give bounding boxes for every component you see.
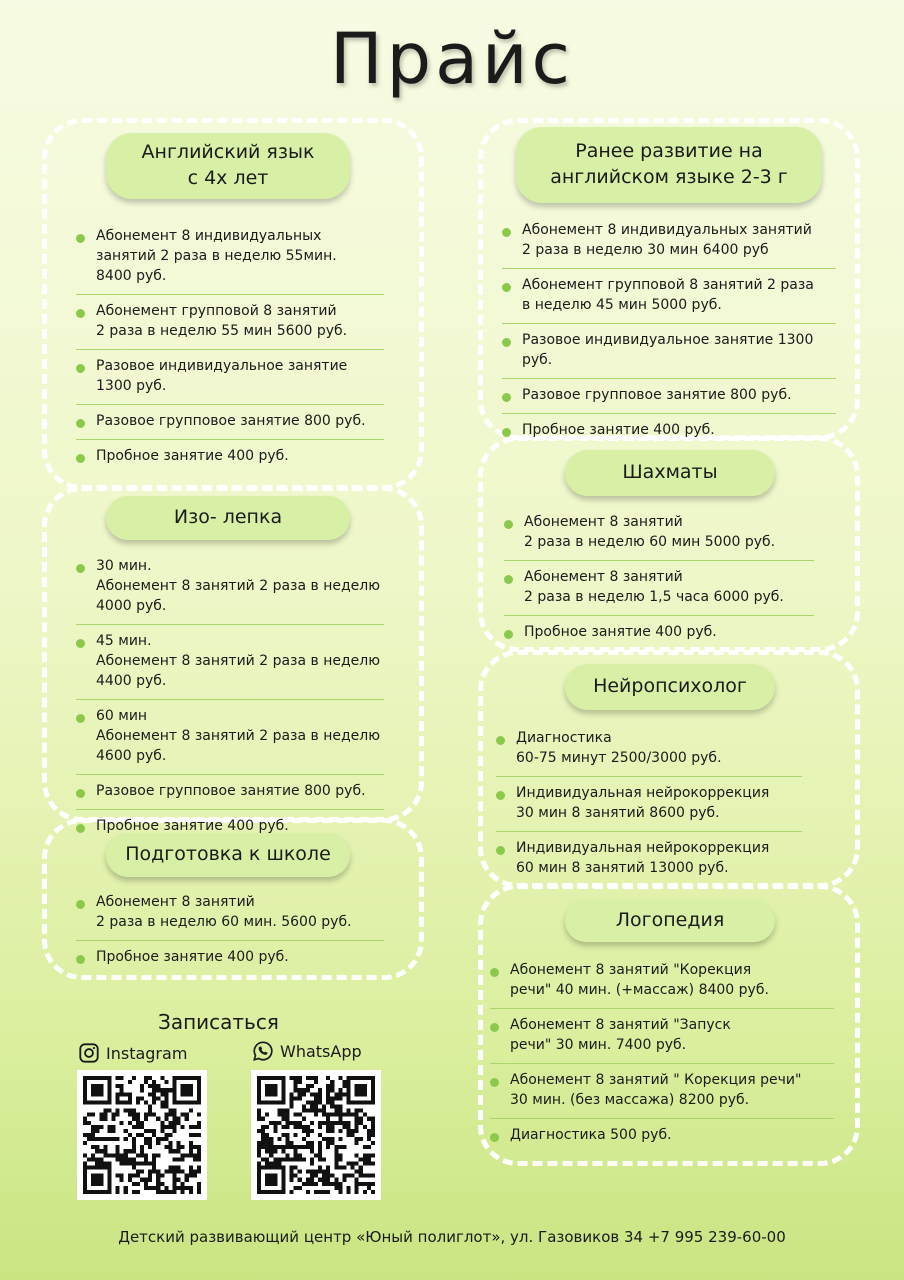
- bullet-icon: [490, 1078, 499, 1087]
- list-item: Абонемент 8 занятий 2 раза в неделю 60 мин 5000 руб.: [504, 506, 814, 561]
- page-title: Прайс: [330, 18, 574, 100]
- heading-early: [516, 127, 822, 203]
- list-english: [76, 220, 384, 474]
- bullet-icon: [490, 968, 499, 977]
- qr-code-image: [257, 1076, 375, 1194]
- bullet-icon: [76, 564, 85, 573]
- heading-early-text: Ранее развитие на английском языке 2-3 г: [550, 140, 788, 188]
- qr-code-image: [83, 1076, 201, 1194]
- bullet-icon: [504, 575, 513, 584]
- instagram-icon: [78, 1042, 100, 1064]
- list-item: 30 мин. Абонемент 8 занятий 2 раза в неделю 4000 руб.: [76, 550, 384, 625]
- bullet-icon: [502, 228, 511, 237]
- list-item: Разовое индивидуальное занятие 1300 руб.: [76, 350, 384, 405]
- heading-logo: [565, 900, 775, 942]
- instagram-label: Instagram: [106, 1043, 188, 1063]
- heading-logo-text: Логопедия: [615, 909, 725, 932]
- list-item: Пробное занятие 400 руб.: [76, 810, 384, 844]
- bullet-icon: [490, 1133, 499, 1142]
- list-item: Абонемент 8 занятий 2 раза в неделю 1,5 часа 6000 руб.: [504, 561, 814, 616]
- bullet-icon: [76, 789, 85, 798]
- bullet-icon: [502, 338, 511, 347]
- instagram-qr-code[interactable]: [77, 1070, 207, 1200]
- heading-neuro-text: Нейропсихолог: [593, 675, 747, 698]
- bullet-icon: [76, 364, 85, 373]
- list-izo: [76, 550, 384, 844]
- list-item: Абонемент 8 занятий "Запуск речи" 30 мин. 7400 руб.: [490, 1009, 834, 1064]
- bullet-icon: [76, 419, 85, 428]
- list-early: [502, 214, 836, 448]
- signup-title: Записаться: [158, 1010, 279, 1034]
- list-item: Абонемент 8 занятий "Корекция речи" 40 мин. (+массаж) 8400 руб.: [490, 954, 834, 1009]
- list-school: [76, 886, 384, 975]
- footer-address: Детский развивающий центр «Юный полиглот», ул. Газовиков 34 +7 995 239-60-00: [118, 1228, 786, 1246]
- heading-chess: [565, 450, 775, 496]
- bullet-icon: [76, 824, 85, 833]
- list-item: Пробное занятие 400 руб.: [76, 440, 384, 474]
- bullet-icon: [76, 309, 85, 318]
- bullet-icon: [76, 955, 85, 964]
- list-item: Абонемент групповой 8 занятий 2 раза в неделю 45 мин 5000 руб.: [502, 269, 836, 324]
- heading-neuro: [565, 664, 775, 710]
- list-item: Индивидуальная нейрокоррекция 30 мин 8 занятий 8600 руб.: [496, 777, 802, 832]
- bullet-icon: [502, 283, 511, 292]
- bullet-icon: [502, 393, 511, 402]
- list-item: Разовое групповое занятие 800 руб.: [76, 775, 384, 810]
- instagram-link[interactable]: [78, 1042, 187, 1064]
- heading-school-text: Подготовка к школе: [125, 843, 331, 866]
- list-chess: [504, 506, 814, 650]
- heading-izo: [106, 496, 350, 540]
- list-item: Диагностика 500 руб.: [490, 1119, 834, 1153]
- bullet-icon: [490, 1023, 499, 1032]
- list-item: Абонемент 8 занятий " Корекция речи" 30 мин. (без массажа) 8200 руб.: [490, 1064, 834, 1119]
- list-item: Диагностика 60-75 минут 2500/3000 руб.: [496, 722, 802, 777]
- bullet-icon: [76, 900, 85, 909]
- list-item: Индивидуальная нейрокоррекция 60 мин 8 занятий 13000 руб.: [496, 832, 802, 886]
- whatsapp-icon: [252, 1040, 274, 1062]
- list-item: Пробное занятие 400 руб.: [76, 941, 384, 975]
- list-item: Абонемент 8 индивидуальных занятий 2 раза в неделю 30 мин 6400 руб: [502, 214, 836, 269]
- list-item: Абонемент групповой 8 занятий 2 раза в неделю 55 мин 5600 руб.: [76, 295, 384, 350]
- list-item: Разовое групповое занятие 800 руб.: [502, 379, 836, 414]
- list-item: Пробное занятие 400 руб.: [502, 414, 836, 448]
- list-item: Абонемент 8 занятий 2 раза в неделю 60 мин. 5600 руб.: [76, 886, 384, 941]
- list-item: Пробное занятие 400 руб.: [504, 616, 814, 650]
- bullet-icon: [504, 520, 513, 529]
- list-neuro: [496, 722, 802, 886]
- list-item: 45 мин. Абонемент 8 занятий 2 раза в неделю 4400 руб.: [76, 625, 384, 700]
- whatsapp-link[interactable]: [252, 1040, 362, 1062]
- list-logo: [490, 954, 834, 1153]
- bullet-icon: [496, 736, 505, 745]
- bullet-icon: [76, 639, 85, 648]
- heading-chess-text: Шахматы: [622, 461, 718, 484]
- bullet-icon: [76, 714, 85, 723]
- bullet-icon: [504, 630, 513, 639]
- list-item: Разовое индивидуальное занятие 1300 руб.: [502, 324, 836, 379]
- heading-english-text: Английский язык с 4х лет: [141, 141, 315, 189]
- heading-izo-text: Изо- лепка: [173, 506, 283, 529]
- heading-english: [106, 133, 350, 199]
- list-item: Абонемент 8 индивидуальных занятий 2 раза в неделю 55мин. 8400 руб.: [76, 220, 384, 295]
- list-item: Разовое групповое занятие 800 руб.: [76, 405, 384, 440]
- bullet-icon: [502, 428, 511, 437]
- whatsapp-label: WhatsApp: [280, 1041, 362, 1061]
- whatsapp-qr-code[interactable]: [251, 1070, 381, 1200]
- bullet-icon: [496, 791, 505, 800]
- list-item: 60 мин Абонемент 8 занятий 2 раза в неделю 4600 руб.: [76, 700, 384, 775]
- bullet-icon: [76, 234, 85, 243]
- bullet-icon: [496, 846, 505, 855]
- bullet-icon: [76, 454, 85, 463]
